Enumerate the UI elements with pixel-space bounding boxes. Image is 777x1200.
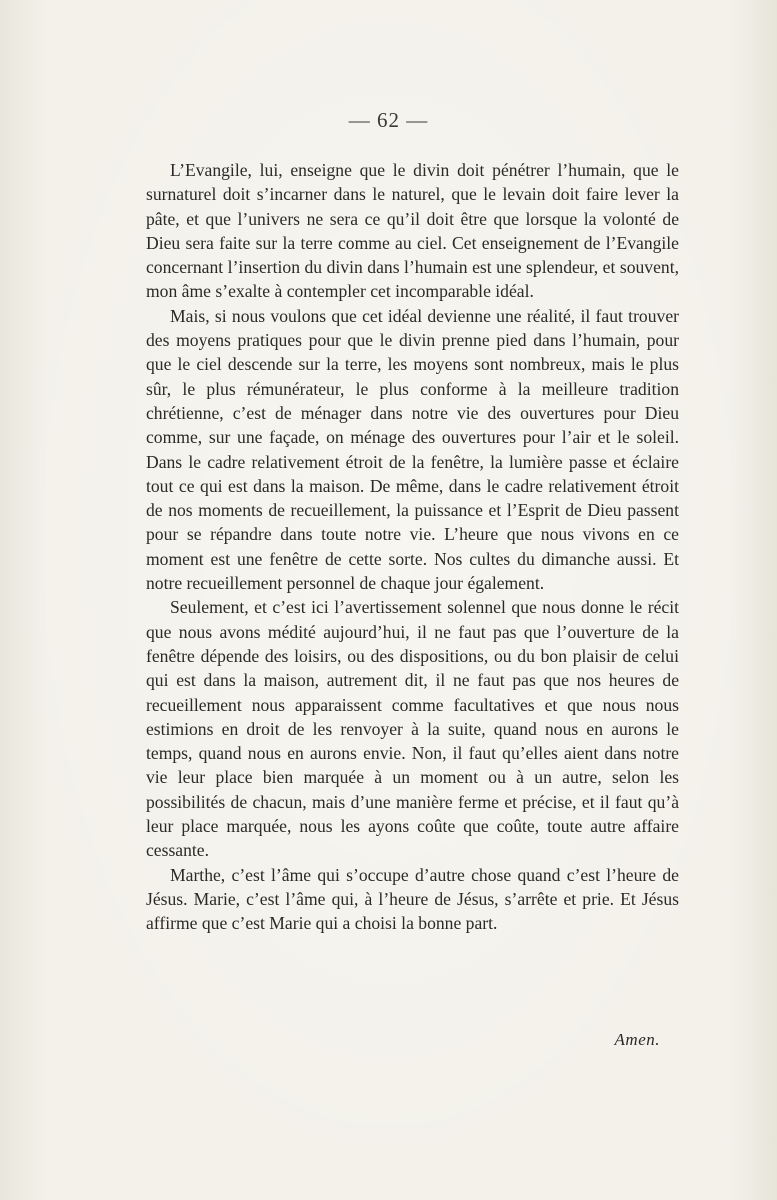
paragraph-1: L’Evangile, lui, enseigne que le divin doit pénétrer l’humain, que le surnaturel doit s’incarner dans le naturel, que le levain doit faire lever la pâte, et que l’univers ne sera ce qu’il doit être que lorsque la volonté de Dieu sera faite sur la terre comme au ciel. Cet enseignement de l’Evangile concernant l’insertion du divin dans l’humain est une splendeur, et souvent, mon âme s’exalte à contempler cet incomparable idéal.: [146, 160, 679, 302]
closing-amen: Amen.: [614, 1030, 660, 1049]
page-number: — 62 —: [348, 108, 429, 132]
paragraph-4: Marthe, c’est l’âme qui s’occupe d’autre chose quand c’est l’heure de Jésus. Marie, c’est l’âme qui, à l’heure de Jésus, s’arrête et prie. Et Jésus affirme que c’est Marie qui a choisi la bonne part.: [146, 864, 679, 934]
paragraph-3: Seulement, et c’est ici l’avertissement solennel que nous donne le récit que nous avons médité aujourd’hui, il ne faut pas que l’ouverture de la fenêtre dépende des loisirs, ou des dispositions, ou du bon plaisir de celui qui est dans la maison, autrement dit, il ne faut pas que nos heures de recueillement nous apparaissent comme facultatives et que nous nous estimions en droit de les renvoyer à la suite, quand nous en aurons le temps, quand nous en aurons envie. Non, il faut qu’elles aient dans notre vie leur place bien marquée à un moment ou à un autre, selon les possibilités de chacun, mais d’une manière ferme et précise, et il faut qu’à leur place marquée, nous les ayons coûte que coûte, toute autre affaire cessante.: [146, 597, 679, 861]
body-text: [146, 158, 679, 936]
paragraph-2: Mais, si nous voulons que cet idéal devienne une réalité, il faut trouver des moyens pratiques pour que le divin prenne pied dans l’humain, pour que le ciel descende sur la terre, les moyens sont nombreux, mais le plus sûr, le plus rémunérateur, le plus conforme à la meilleure tradition chrétienne, c’est de ménager dans notre vie des ouvertures pour Dieu comme, sur une façade, on ménage des ouvertures pour l’air et le soleil. Dans le cadre relativement étroit de la fenêtre, la lumière passe et éclaire tout ce qui est dans la maison. De même, dans le cadre relativement étroit de nos moments de recueillement, la puissance et l’Esprit de Dieu passent pour se répandre dans toute notre vie. L’heure que nous vivons en ce moment est une fenêtre de cette sorte. Nos cultes du dimanche aussi. Et notre recueillement personnel de chaque jour également.: [146, 305, 679, 594]
